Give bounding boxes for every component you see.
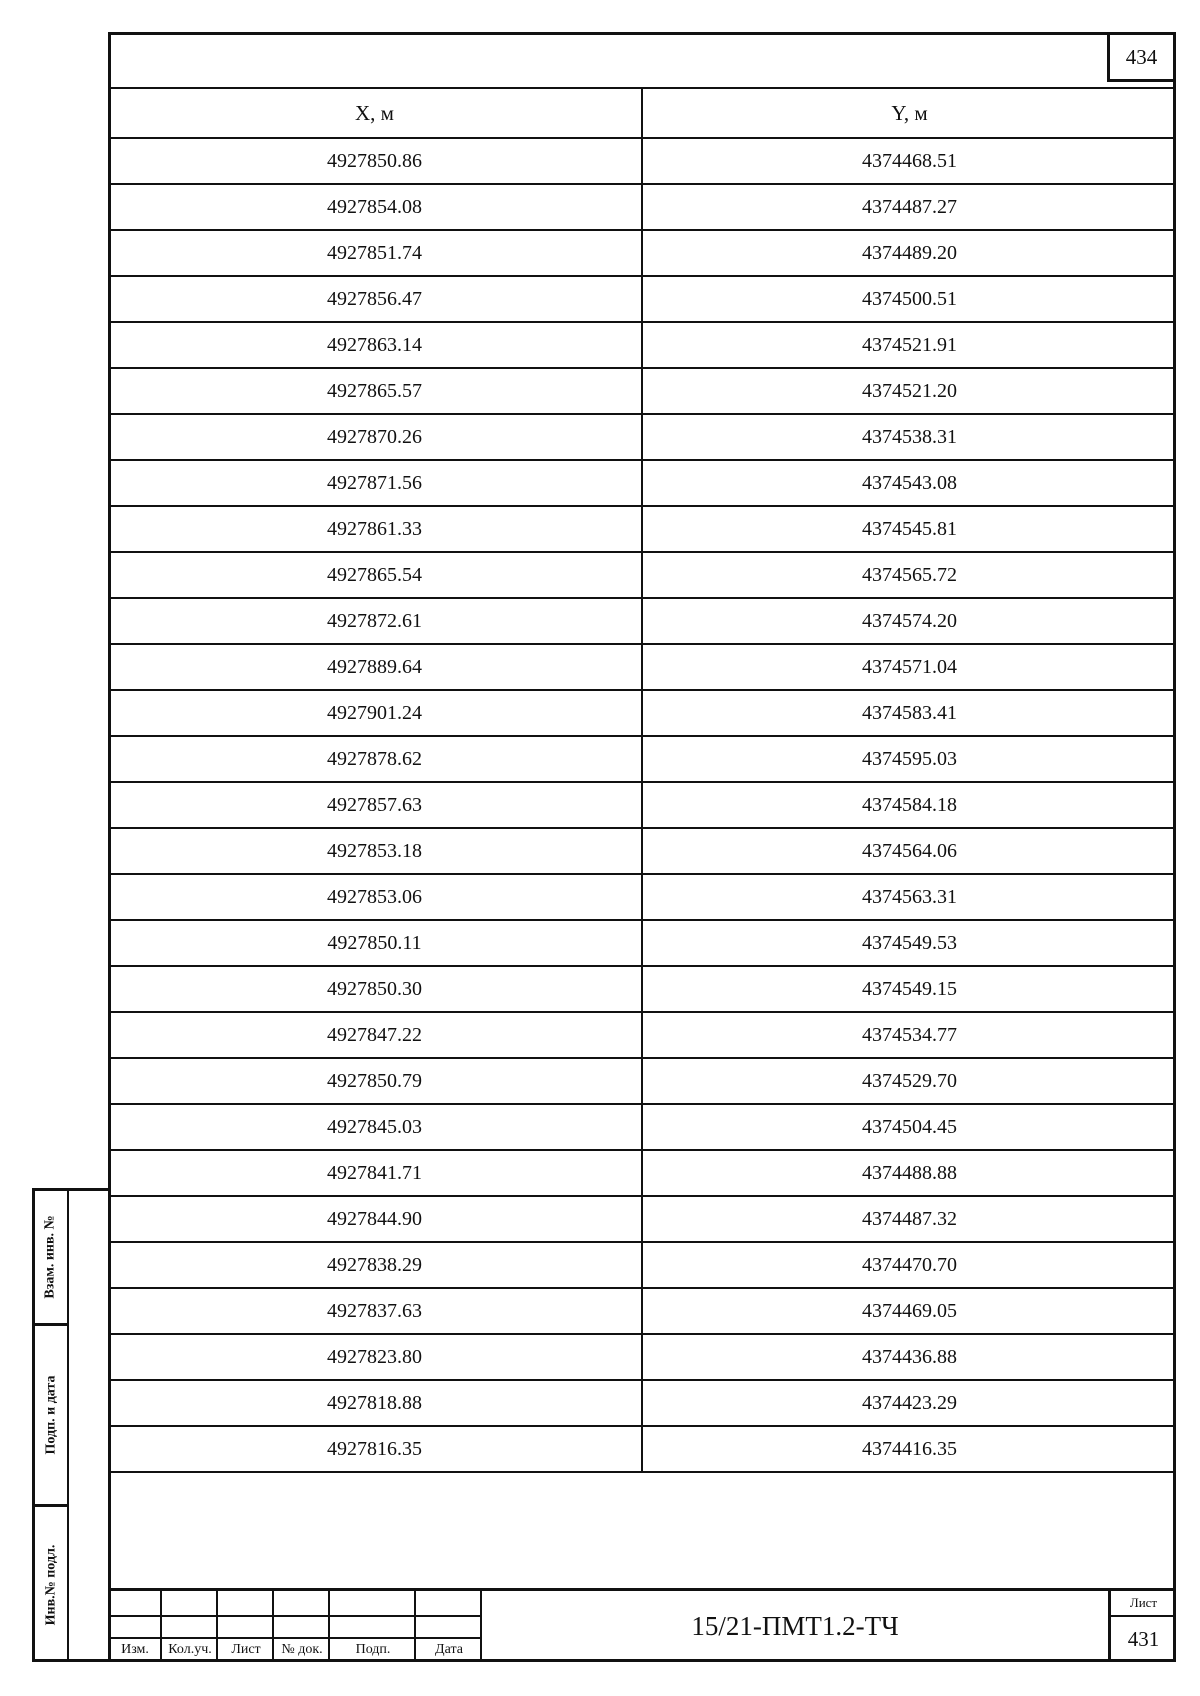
label-date: Дата: [435, 1642, 463, 1657]
label-doc-number: № док.: [281, 1642, 323, 1657]
cell-y: 4374521.20: [642, 368, 1176, 414]
table-row: [108, 1150, 1176, 1196]
side-stamp-divider: [67, 1191, 69, 1659]
table-row: [108, 322, 1176, 368]
cell-x: 4927851.74: [108, 230, 642, 276]
column-header-x: X, м: [108, 88, 642, 138]
cell-y: 4374534.77: [642, 1012, 1176, 1058]
sheet-box: [1108, 1591, 1176, 1662]
cell-x: 4927850.79: [108, 1058, 642, 1104]
table-row: [108, 230, 1176, 276]
cell-y: 4374538.31: [642, 414, 1176, 460]
cell-x: 4927856.47: [108, 276, 642, 322]
side-cell-signature-date: [35, 1326, 67, 1507]
cell-y: 4374543.08: [642, 460, 1176, 506]
cell-x: 4927844.90: [108, 1196, 642, 1242]
table-row: [108, 1426, 1176, 1472]
cell-y: 4374469.05: [642, 1288, 1176, 1334]
table-row: [108, 1380, 1176, 1426]
cell-x: 4927841.71: [108, 1150, 642, 1196]
cell-x: 4927818.88: [108, 1380, 642, 1426]
table-row: [108, 1288, 1176, 1334]
side-cell-replacement-inventory: [35, 1191, 67, 1326]
cell-x: 4927850.30: [108, 966, 642, 1012]
revision-col-signature: [330, 1591, 416, 1662]
cell-y: 4374549.53: [642, 920, 1176, 966]
side-stamp: [32, 1188, 108, 1662]
table-row: [108, 1196, 1176, 1242]
table-row: [108, 644, 1176, 690]
table-row: [108, 828, 1176, 874]
cell-x: 4927850.86: [108, 138, 642, 184]
cell-y: 4374470.70: [642, 1242, 1176, 1288]
cell-x: 4927870.26: [108, 414, 642, 460]
revision-col-doc-number: [274, 1591, 330, 1662]
side-cell-original-inventory: [35, 1507, 67, 1662]
table-row: [108, 138, 1176, 184]
table-row: [108, 598, 1176, 644]
page-number: 434: [1107, 32, 1176, 82]
table-row: [108, 874, 1176, 920]
sheet-label: Лист: [1111, 1591, 1176, 1617]
side-label-original-inventory: Инв.№ подл.: [43, 1544, 58, 1625]
table-row: [108, 414, 1176, 460]
revision-col-date: [416, 1591, 482, 1662]
cell-y: 4374487.32: [642, 1196, 1176, 1242]
revision-col-change: [108, 1591, 162, 1662]
table-row: [108, 1058, 1176, 1104]
table-row: [108, 966, 1176, 1012]
cell-x: 4927847.22: [108, 1012, 642, 1058]
label-sheet: Лист: [231, 1642, 261, 1657]
table-row: [108, 460, 1176, 506]
cell-x: 4927872.61: [108, 598, 642, 644]
cell-x: 4927861.33: [108, 506, 642, 552]
cell-x: 4927853.06: [108, 874, 642, 920]
table-row: [108, 690, 1176, 736]
cell-y: 4374584.18: [642, 782, 1176, 828]
table-row: [108, 184, 1176, 230]
revision-grid: [108, 1591, 482, 1662]
cell-y: 4374574.20: [642, 598, 1176, 644]
cell-y: 4374468.51: [642, 138, 1176, 184]
cell-x: 4927816.35: [108, 1426, 642, 1472]
label-signature: Подп.: [355, 1642, 391, 1657]
side-label-replacement-inventory: Взам. инв. №: [43, 1215, 59, 1299]
cell-y: 4374504.45: [642, 1104, 1176, 1150]
cell-y: 4374595.03: [642, 736, 1176, 782]
revision-col-count: [162, 1591, 218, 1662]
cell-x: 4927838.29: [108, 1242, 642, 1288]
cell-y: 4374571.04: [642, 644, 1176, 690]
table-row: [108, 1242, 1176, 1288]
side-label-signature-date: Подп. и дата: [43, 1375, 58, 1455]
cell-x: 4927857.63: [108, 782, 642, 828]
table-row: [108, 552, 1176, 598]
cell-x: 4927854.08: [108, 184, 642, 230]
table-body: [108, 138, 1176, 1472]
cell-y: 4374565.72: [642, 552, 1176, 598]
label-count: Кол.уч.: [168, 1642, 212, 1657]
cell-y: 4374529.70: [642, 1058, 1176, 1104]
cell-y: 4374545.81: [642, 506, 1176, 552]
cell-y: 4374436.88: [642, 1334, 1176, 1380]
table-row: [108, 368, 1176, 414]
sheet-number: 431: [1127, 1627, 1160, 1651]
revision-col-sheet: [218, 1591, 274, 1662]
table-row: [108, 736, 1176, 782]
document-code: 15/21-ПМТ1.2-ТЧ: [691, 1611, 899, 1641]
cell-y: 4374423.29: [642, 1380, 1176, 1426]
table-header-row: [108, 88, 1176, 138]
cell-y: 4374564.06: [642, 828, 1176, 874]
table-row: [108, 1334, 1176, 1380]
column-header-y: Y, м: [642, 88, 1176, 138]
cell-x: 4927853.18: [108, 828, 642, 874]
cell-y: 4374489.20: [642, 230, 1176, 276]
cell-x: 4927863.14: [108, 322, 642, 368]
table-row: [108, 1104, 1176, 1150]
title-block: [108, 1588, 1176, 1662]
cell-x: 4927901.24: [108, 690, 642, 736]
cell-y: 4374521.91: [642, 322, 1176, 368]
cell-y: 4374488.88: [642, 1150, 1176, 1196]
cell-x: 4927823.80: [108, 1334, 642, 1380]
table-row: [108, 1012, 1176, 1058]
cell-x: 4927865.54: [108, 552, 642, 598]
cell-x: 4927845.03: [108, 1104, 642, 1150]
table-row: [108, 920, 1176, 966]
cell-y: 4374500.51: [642, 276, 1176, 322]
cell-x: 4927878.62: [108, 736, 642, 782]
cell-y: 4374583.41: [642, 690, 1176, 736]
label-change: Изм.: [121, 1642, 149, 1657]
cell-x: 4927889.64: [108, 644, 642, 690]
cell-y: 4374563.31: [642, 874, 1176, 920]
cell-y: 4374549.15: [642, 966, 1176, 1012]
cell-x: 4927865.57: [108, 368, 642, 414]
cell-x: 4927850.11: [108, 920, 642, 966]
table-row: [108, 506, 1176, 552]
cell-y: 4374416.35: [642, 1426, 1176, 1472]
cell-x: 4927837.63: [108, 1288, 642, 1334]
table-row: [108, 276, 1176, 322]
cell-x: 4927871.56: [108, 460, 642, 506]
coordinates-table: [108, 87, 1176, 1473]
cell-y: 4374487.27: [642, 184, 1176, 230]
table-row: [108, 782, 1176, 828]
